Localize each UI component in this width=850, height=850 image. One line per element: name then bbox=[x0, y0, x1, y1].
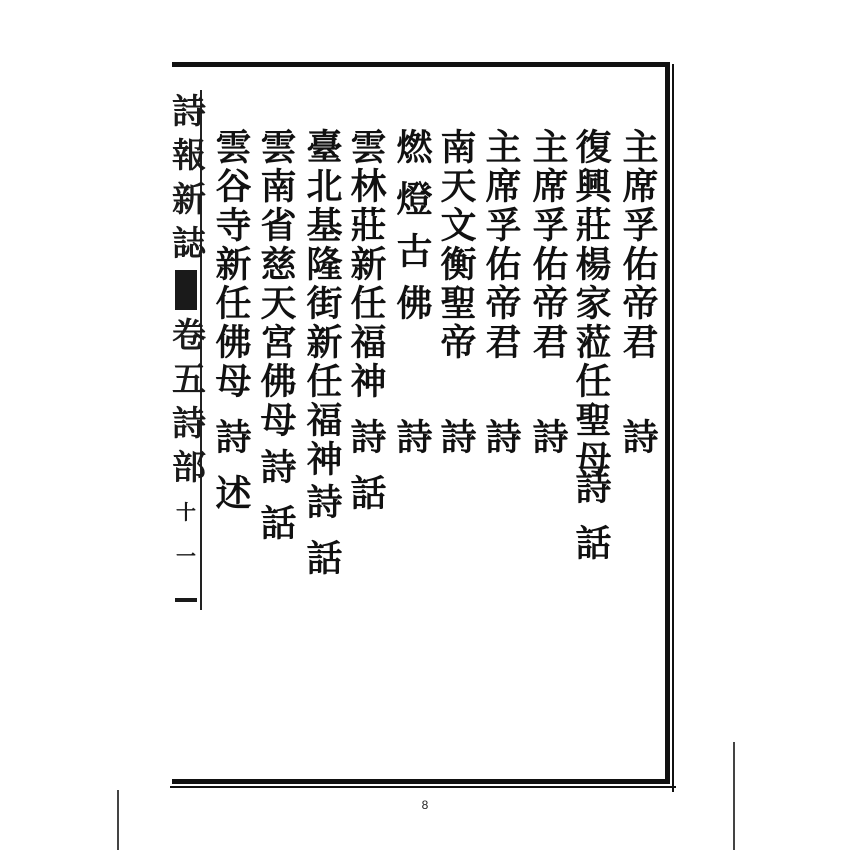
entry-title: 臺北基隆街新任福神 bbox=[301, 128, 343, 479]
margin-char-5: 卷 bbox=[172, 316, 206, 356]
margin-char-7: 詩 bbox=[172, 404, 206, 444]
entry-title: 主席孚佑帝君 bbox=[480, 128, 522, 362]
margin-page-mark: 十一 bbox=[176, 500, 196, 568]
entry-1 bbox=[612, 128, 664, 588]
entry-title: 雲南省慈天宮佛母 bbox=[255, 128, 297, 440]
entry-genre: 詩話 bbox=[301, 483, 343, 595]
scan-edge-left bbox=[117, 790, 119, 850]
entry-genre: 詩 bbox=[617, 418, 659, 474]
margin-char-6: 五 bbox=[172, 360, 206, 400]
entry-title: 復興莊楊家蒞任聖母 bbox=[570, 128, 612, 479]
entry-title: 主席孚佑帝君 bbox=[617, 128, 659, 362]
entry-6 bbox=[386, 128, 438, 588]
entry-genre: 詩述 bbox=[210, 418, 252, 530]
margin-char-8: 部 bbox=[172, 448, 206, 488]
margin-rule bbox=[175, 598, 197, 602]
entry-title: 燃燈古佛 bbox=[391, 128, 433, 336]
entry-title: 南天文衡聖帝 bbox=[435, 128, 477, 362]
margin-fishtail-mark bbox=[175, 270, 197, 310]
scan-edge-right bbox=[733, 742, 735, 850]
entry-genre: 詩 bbox=[435, 418, 477, 474]
margin-char-3: 新 bbox=[172, 180, 206, 220]
entry-genre: 詩話 bbox=[570, 468, 612, 580]
entry-title: 主席孚佑帝君 bbox=[527, 128, 569, 362]
entry-9 bbox=[250, 128, 302, 588]
entry-genre: 詩 bbox=[480, 418, 522, 474]
margin-char-1: 詩 bbox=[172, 92, 206, 132]
entry-10 bbox=[205, 128, 257, 588]
entry-8 bbox=[296, 128, 348, 595]
entry-genre: 詩 bbox=[527, 418, 569, 474]
entry-title: 雲谷寺新任佛母 bbox=[210, 128, 252, 401]
entry-genre: 詩話 bbox=[345, 418, 387, 530]
entry-genre: 詩 bbox=[391, 418, 433, 474]
entry-3 bbox=[522, 128, 574, 588]
page-number: 8 bbox=[421, 798, 429, 812]
margin-column bbox=[172, 90, 206, 610]
entry-title: 雲林莊新任福神 bbox=[345, 128, 387, 401]
entry-4 bbox=[475, 128, 527, 588]
margin-char-4: 誌 bbox=[172, 224, 206, 264]
entry-genre: 詩話 bbox=[255, 448, 297, 560]
margin-char-2: 報 bbox=[172, 136, 206, 176]
